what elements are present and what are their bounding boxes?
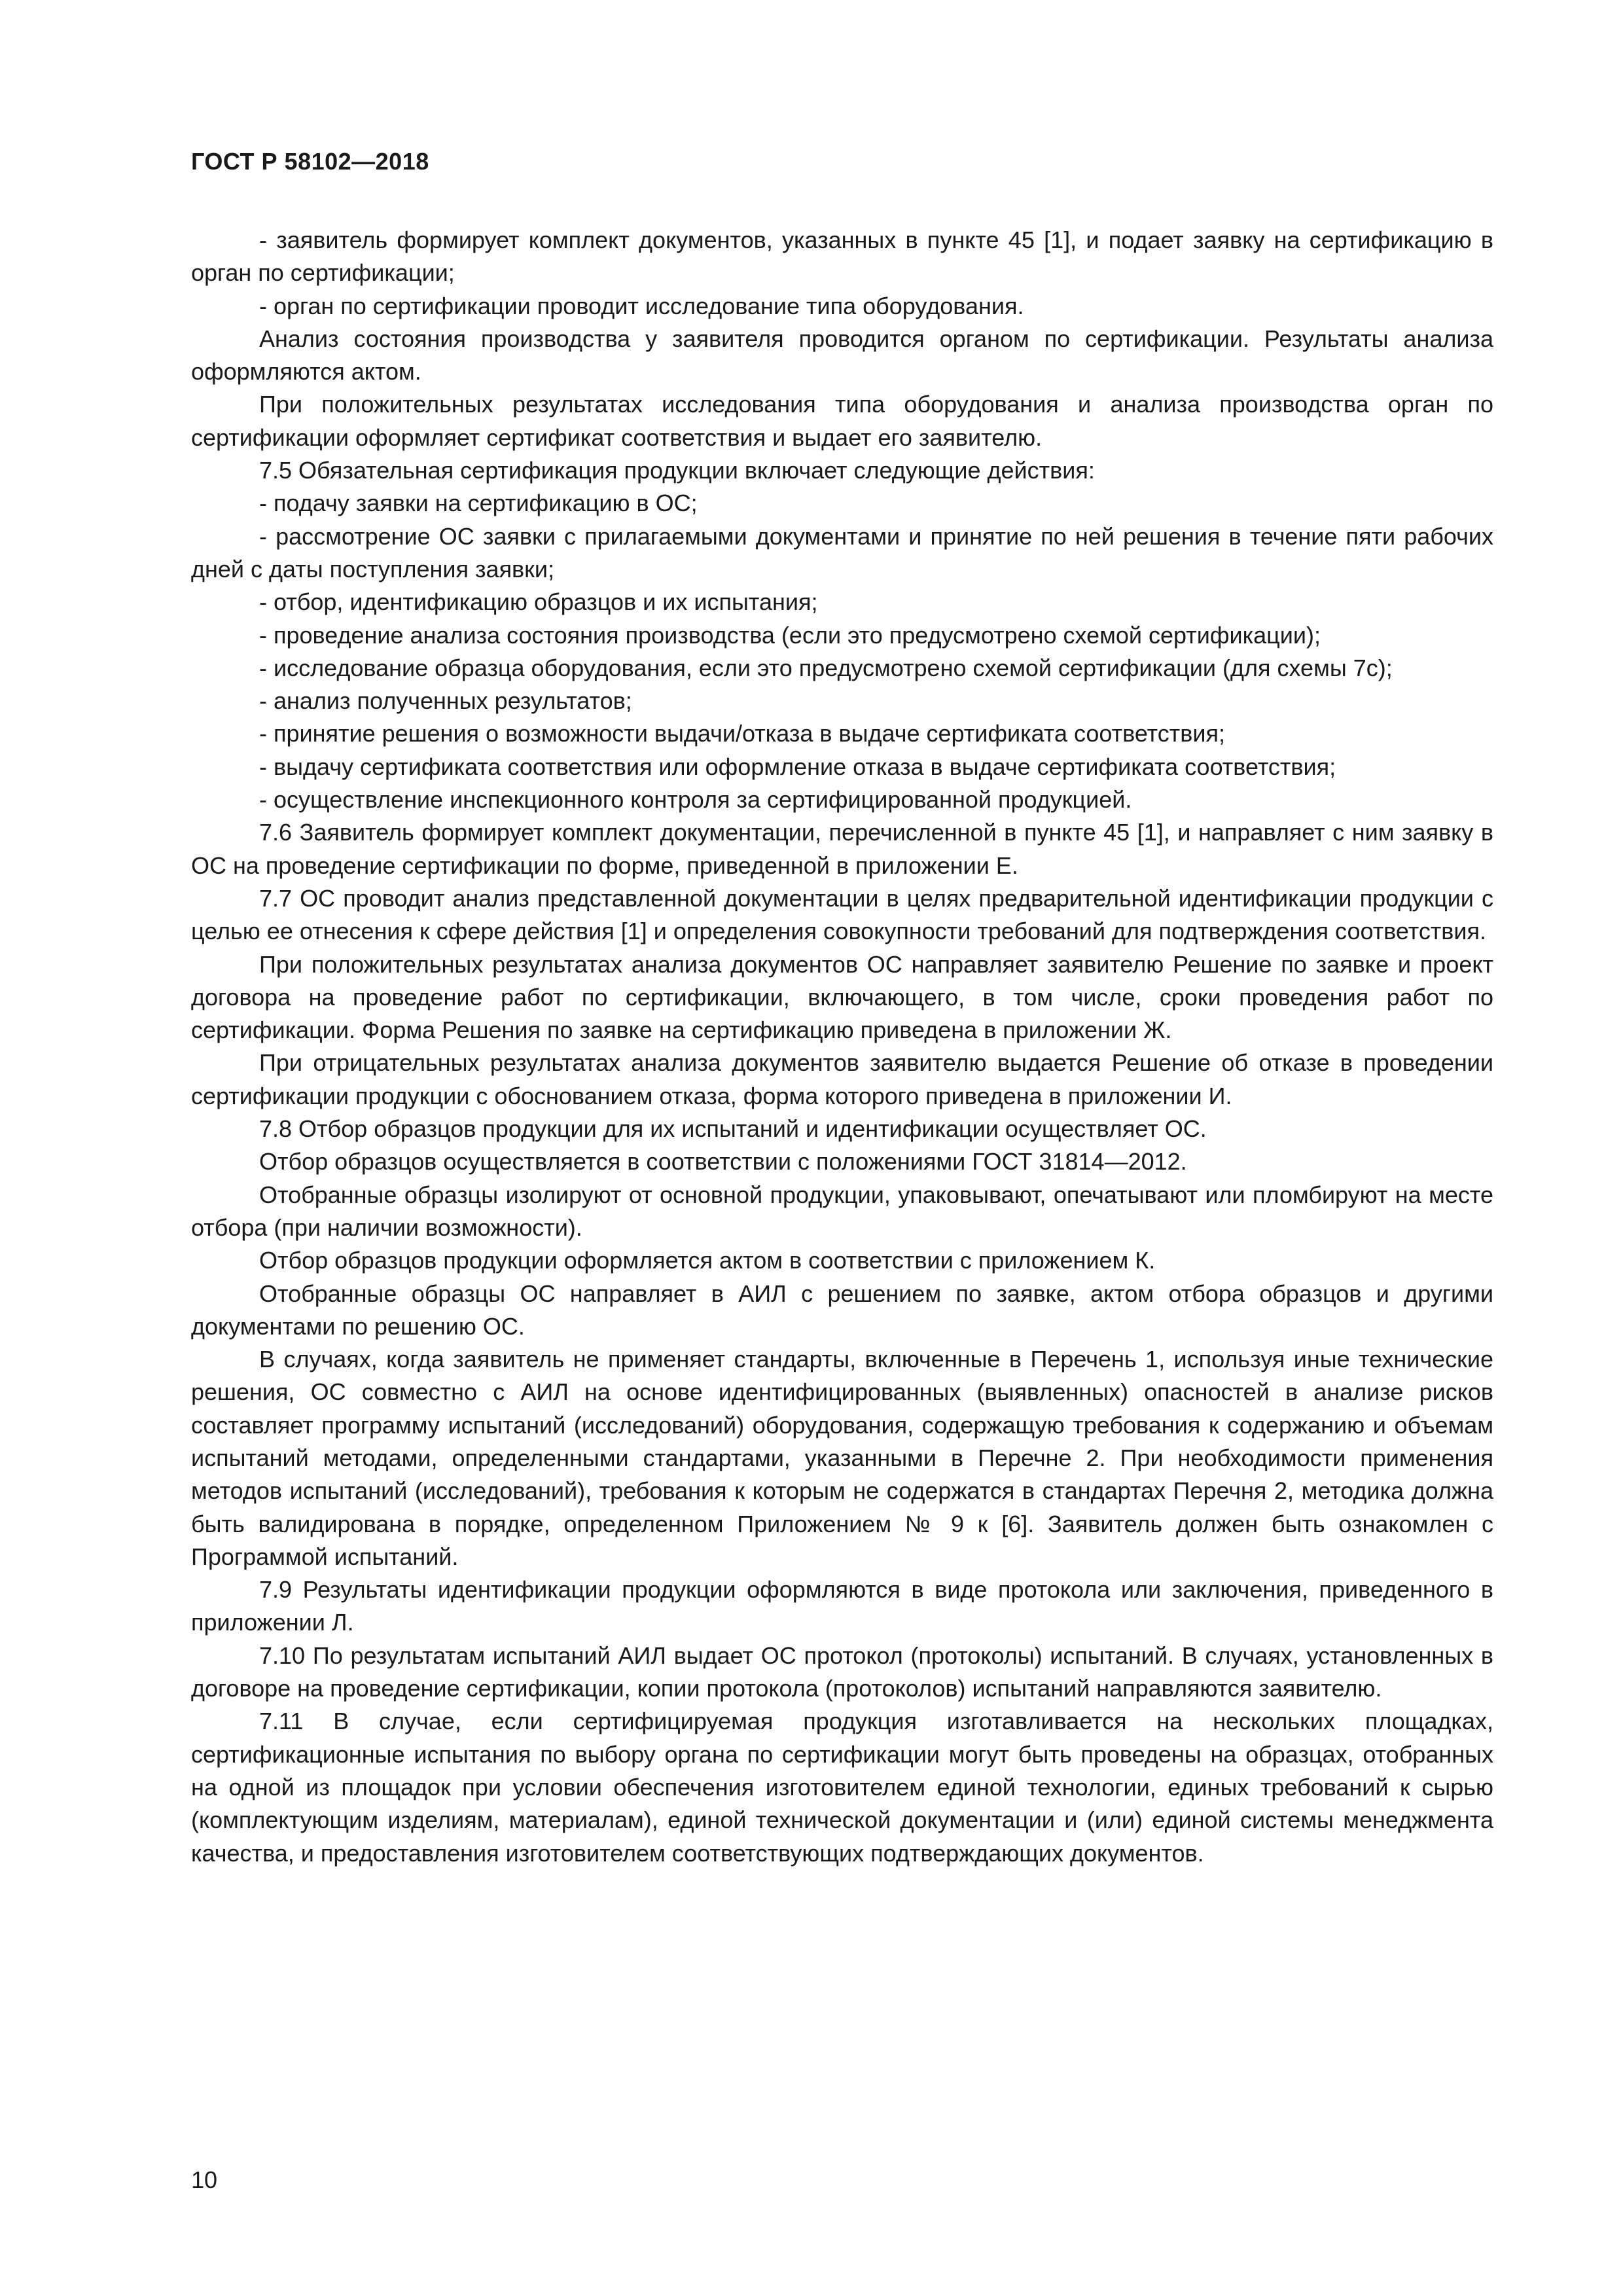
paragraph: При отрицательных результатах анализа документов заявителю выдается Решение об отказе в проведении сертификации продукции с обоснованием отказа, форма которого приведена в приложении И. xyxy=(191,1049,1493,1109)
document-header: ГОСТ Р 58102—2018 xyxy=(191,148,429,175)
paragraph: - рассмотрение ОС заявки с прилагаемыми документами и принятие по ней решения в течение пяти рабочих дней с даты поступления заявки; xyxy=(191,522,1493,583)
paragraph: - принятие решения о возможности выдачи/отказа в выдаче сертификата соответствия; xyxy=(259,720,1225,747)
paragraph: Отобранные образцы ОС направляет в АИЛ с решением по заявке, актом отбора образцов и другими документами по решению ОС. xyxy=(191,1280,1493,1340)
paragraph: 7.5 Обязательная сертификация продукции включает следующие действия: xyxy=(259,457,1095,484)
paragraph: Анализ состояния производства у заявителя проводится органом по сертификации. Результаты анализа оформляются актом. xyxy=(191,325,1493,386)
paragraph: 7.7 ОС проводит анализ представленной документации в целях предварительной идентификации продукции с целью ее отнесения к сфере действия [1] и определения совокупности требований для подтверждения соответствия. xyxy=(191,884,1493,945)
paragraph: - подачу заявки на сертификацию в ОС; xyxy=(259,490,698,517)
paragraph: - заявитель формирует комплект документов, указанных в пункте 45 [1], и подает заявку на сертификацию в орган по сертификации; xyxy=(191,226,1493,287)
paragraph: В случаях, когда заявитель не применяет стандарты, включенные в Перечень 1, используя иные технические решения, ОС совместно с АИЛ на основе идентифицированных (выявленных) опасностей в анализе рисков составляет программу испытаний (исследований) оборудования, содержащую требования к содержанию и объемам испытаний методами, определенными стандартами, указанными в Перечне 2. При необходимости применения методов испытаний (исследований), требования к которым не содержатся в стандартах Перечня 2, методика должна быть валидирована в порядке, определенном Приложением № 9 к [6]. Заявитель должен быть ознакомлен с Программой испытаний. xyxy=(191,1346,1493,1570)
paragraph: - анализ полученных результатов; xyxy=(259,687,632,715)
paragraph: При положительных результатах анализа документов ОС направляет заявителю Решение по заявке и проект договора на проведение работ по сертификации, включающего, в том числе, сроки проведения работ по сертификации. Форма Решения по заявке на сертификацию приведена в приложении Ж. xyxy=(191,950,1493,1044)
paragraph: - осуществление инспекционного контроля за сертифицированной продукцией. xyxy=(259,786,1132,814)
page-number: 10 xyxy=(191,2166,218,2193)
paragraph: Отбор образцов осуществляется в соответствии с положениями ГОСТ 31814—2012. xyxy=(259,1148,1187,1175)
paragraph: - выдачу сертификата соответствия или оформление отказа в выдаче сертификата соответствия; xyxy=(259,753,1336,780)
paragraph: 7.11 В случае, если сертифицируемая продукция изготавливается на нескольких площадках, сертификационные испытания по выбору органа по сертификации могут быть проведены на образцах, отобранных на одной из площадок при условии обеспечения изготовителем единой технологии, единых требований к сырью (комплектующим изделиям, материалам), единой технической документации и (или) единой системы менеджмента качества, и предоставления изготовителем соответствующих подтверждающих документов. xyxy=(191,1708,1493,1867)
paragraph: Отбор образцов продукции оформляется актом в соответствии с приложением К. xyxy=(259,1247,1156,1274)
paragraph: При положительных результатах исследования типа оборудования и анализа производства орган по сертификации оформляет сертификат соответствия и выдает его заявителю. xyxy=(191,391,1493,451)
paragraph: 7.6 Заявитель формирует комплект документации, перечисленной в пункте 45 [1], и направляет с ним заявку в ОС на проведение сертификации по форме, приведенной в приложении Е. xyxy=(191,819,1493,879)
paragraph: Отобранные образцы изолируют от основной продукции, упаковывают, опечатывают или пломбируют на месте отбора (при наличии возможности). xyxy=(191,1181,1493,1241)
paragraph: 7.10 По результатам испытаний АИЛ выдает ОС протокол (протоколы) испытаний. В случаях, установленных в договоре на проведение сертификации, копии протокола (протоколов) испытаний направляются заявителю. xyxy=(191,1641,1493,1702)
paragraph: - исследование образца оборудования, если это предусмотрено схемой сертификации (для схемы 7с); xyxy=(259,654,1393,681)
document-body xyxy=(191,224,1493,1870)
paragraph: 7.8 Отбор образцов продукции для их испытаний и идентификации осуществляет ОС. xyxy=(259,1115,1207,1143)
paragraph: 7.9 Результаты идентификации продукции оформляются в виде протокола или заключения, приведенного в приложении Л. xyxy=(191,1576,1493,1636)
paragraph: - отбор, идентификацию образцов и их испытания; xyxy=(259,588,818,616)
paragraph: - проведение анализа состояния производства (если это предусмотрено схемой сертификации); xyxy=(259,621,1321,649)
paragraph: - орган по сертификации проводит исследование типа оборудования. xyxy=(259,292,1024,319)
